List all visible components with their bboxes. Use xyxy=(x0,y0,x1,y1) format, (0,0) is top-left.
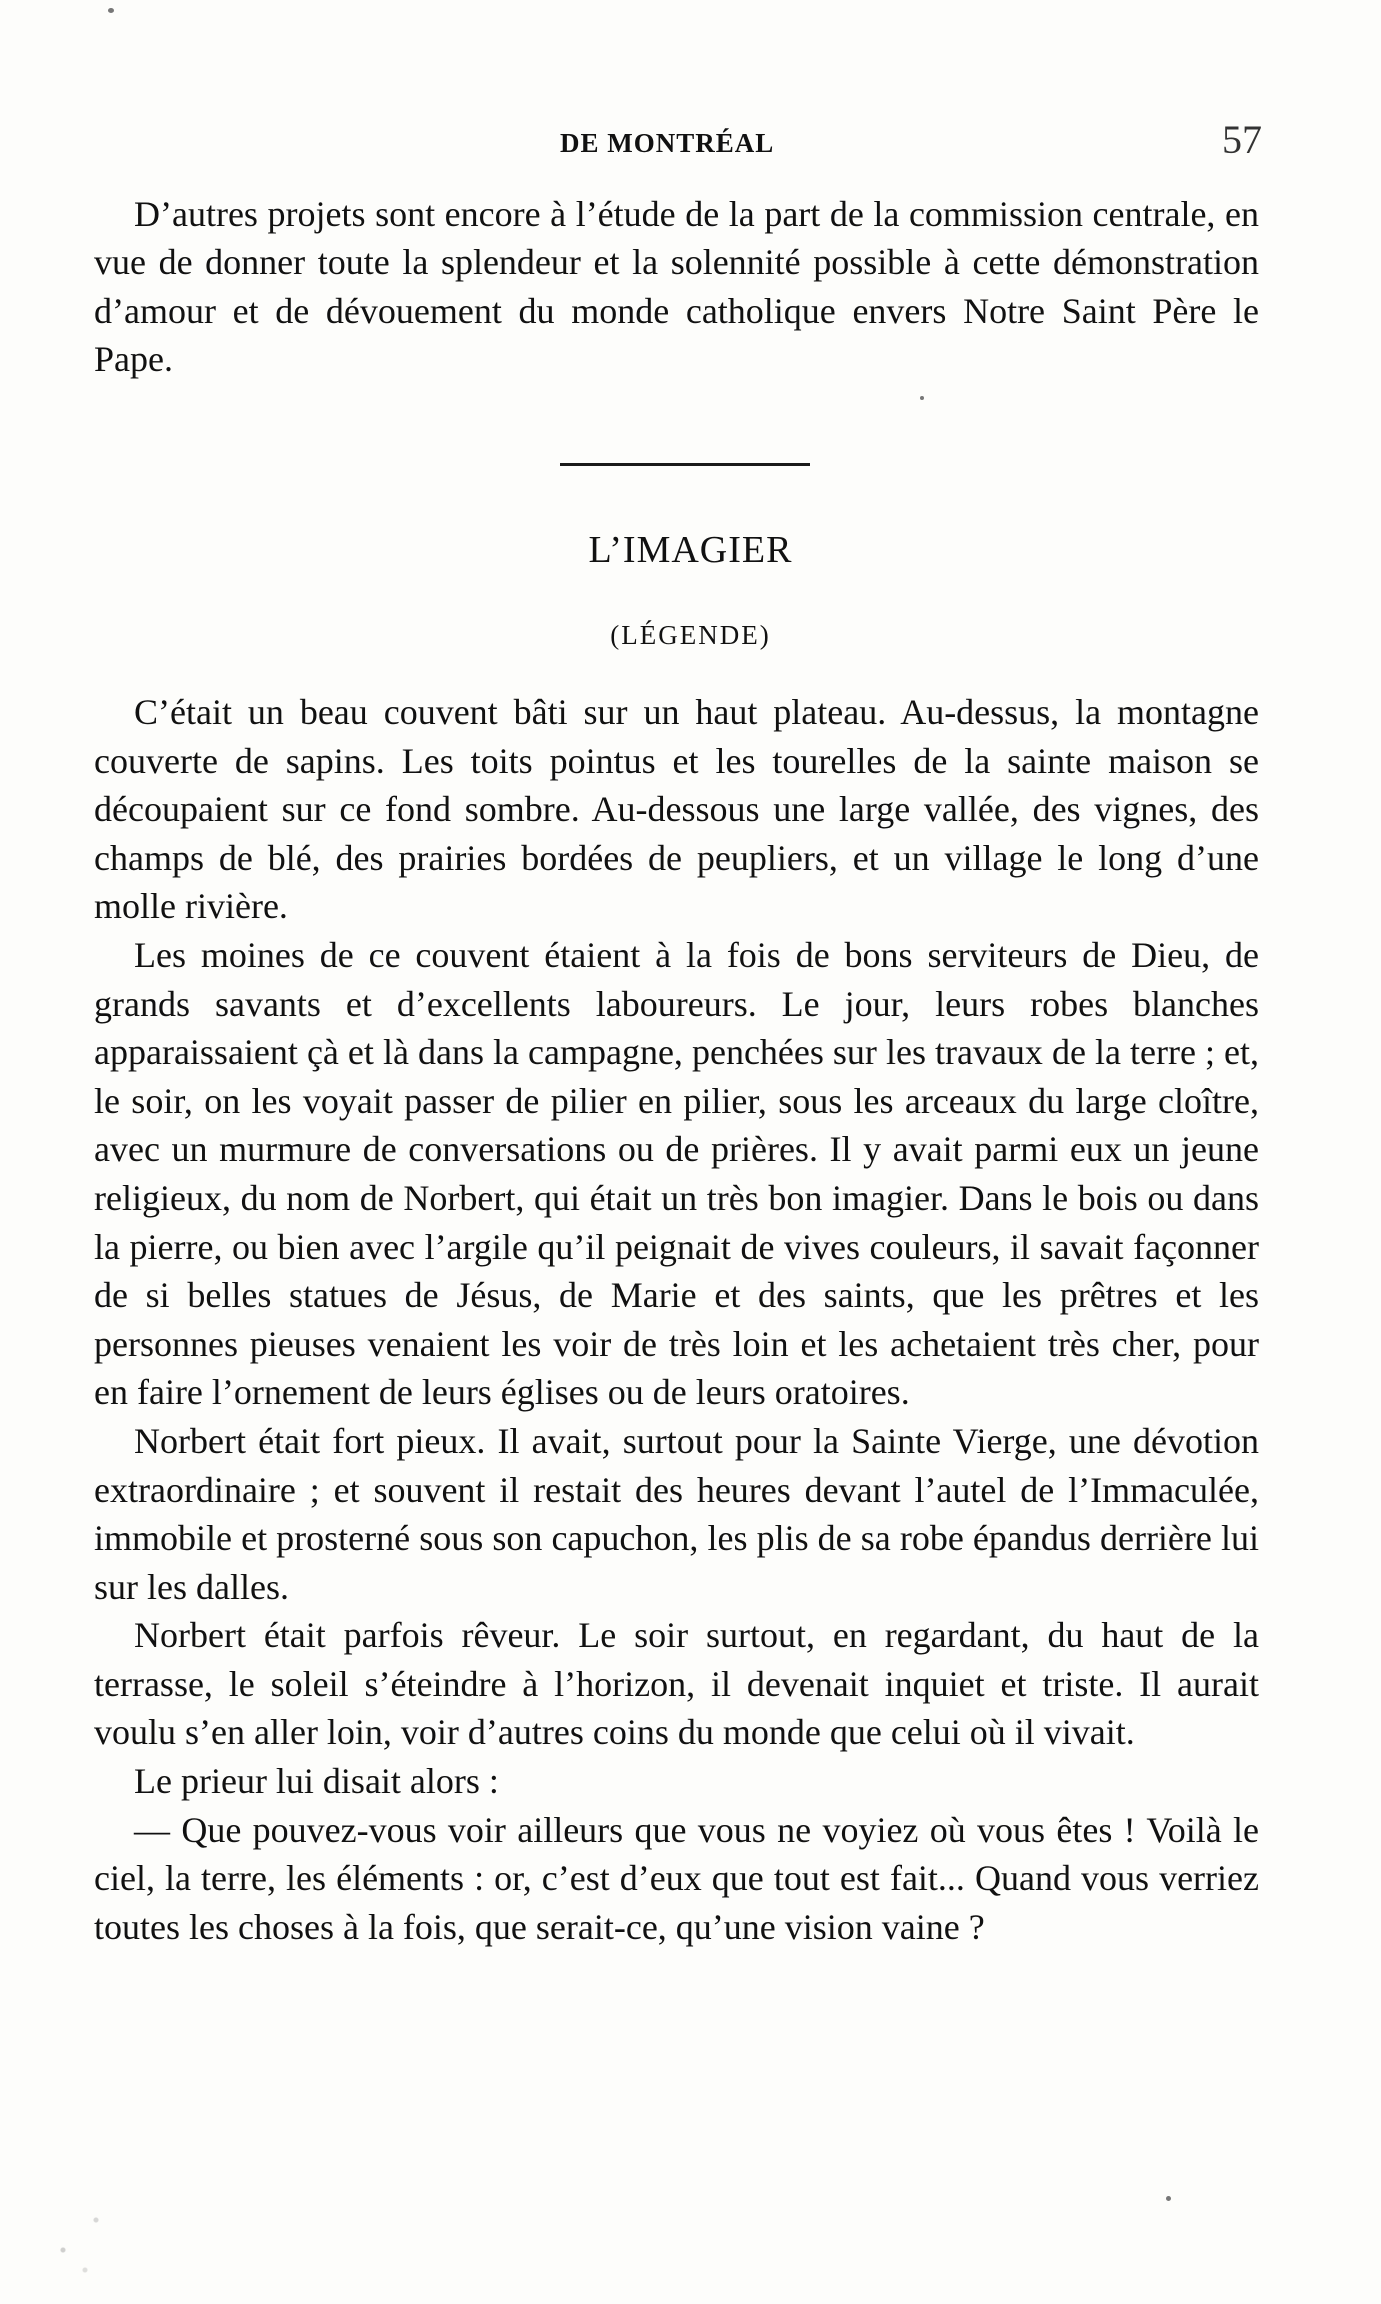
body-paragraph: — Que pouvez-vous voir ailleurs que vous ne voyiez où vous êtes ! Voilà le ciel, la terre, les éléments : or, c’est d’eux que tout est fait... Quand vous verriez toutes les choses à la fois, que serait-ce, qu’une vision vaine ? xyxy=(94,1809,1259,1947)
body-paragraph: Norbert était fort pieux. Il avait, surtout pour la Sainte Vierge, une dévotion extraordinaire ; et souvent il restait des heures devant l’autel de l’Immaculée, immobile et prosterné sous son capuchon, les plis de sa robe épandus derrière lui sur les dalles. xyxy=(94,1420,1259,1607)
section-divider xyxy=(560,463,810,466)
body-paragraph: C’était un beau couvent bâti sur un haut plateau. Au-dessus, la montagne couverte de sapins. Les toits pointus et les tourelles de la sainte maison se découpaient sur ce fond sombre. Au-dessous une large vallée, des vignes, des champs de blé, des prairies bordées de peupliers, et un village le long d’une molle rivière. xyxy=(94,692,1259,927)
body-paragraph: Le prieur lui disait alors : xyxy=(134,1761,499,1802)
running-header: DE MONTRÉAL xyxy=(560,128,775,158)
article-body xyxy=(94,688,1259,1951)
article-subtitle: (LÉGENDE) xyxy=(610,620,771,650)
intro-paragraph: D’autres projets sont encore à l’étude de la part de la commission centrale, en vue de donner toute la splendeur et la solennité possible à cette démonstration d’amour et de dévouement du monde catholique envers Notre Saint Père le Pape. xyxy=(94,194,1259,379)
intro-section xyxy=(94,190,1259,383)
page-number: 57 xyxy=(1222,117,1262,162)
ink-speck xyxy=(1166,2196,1171,2201)
body-paragraph: Norbert était parfois rêveur. Le soir surtout, en regardant, du haut de la terrasse, le soleil s’éteindre à l’horizon, il devenait inquiet et triste. Il aurait voulu s’en aller loin, voir d’autres coins du monde que celui où il vivait. xyxy=(94,1615,1259,1753)
ink-speck xyxy=(920,396,924,400)
page-edge-wear xyxy=(30,2190,140,2290)
body-paragraph: Les moines de ce couvent étaient à la fois de bons serviteurs de Dieu, de grands savants et d’excellents laboureurs. Le jour, leurs robes blanches apparaissaient çà et là dans la campagne, penchées sur les travaux de la terre ; et, le soir, on les voyait passer de pilier en pilier, sous les arceaux du large cloître, avec un murmure de conversations ou de prières. Il y avait parmi eux un jeune religieux, du nom de Norbert, qui était un très bon imagier. Dans le bois ou dans la pierre, ou bien avec l’argile qu’il peignait de vives couleurs, il savait façonner de si belles statues de Jésus, de Marie et des saints, que les prêtres et les personnes pieuses venaient les voir de très loin et les achetaient très cher, pour en faire l’ornement de leurs églises ou de leurs oratoires. xyxy=(94,934,1259,1413)
article-title: L’IMAGIER xyxy=(588,529,793,571)
ink-speck xyxy=(108,8,114,13)
